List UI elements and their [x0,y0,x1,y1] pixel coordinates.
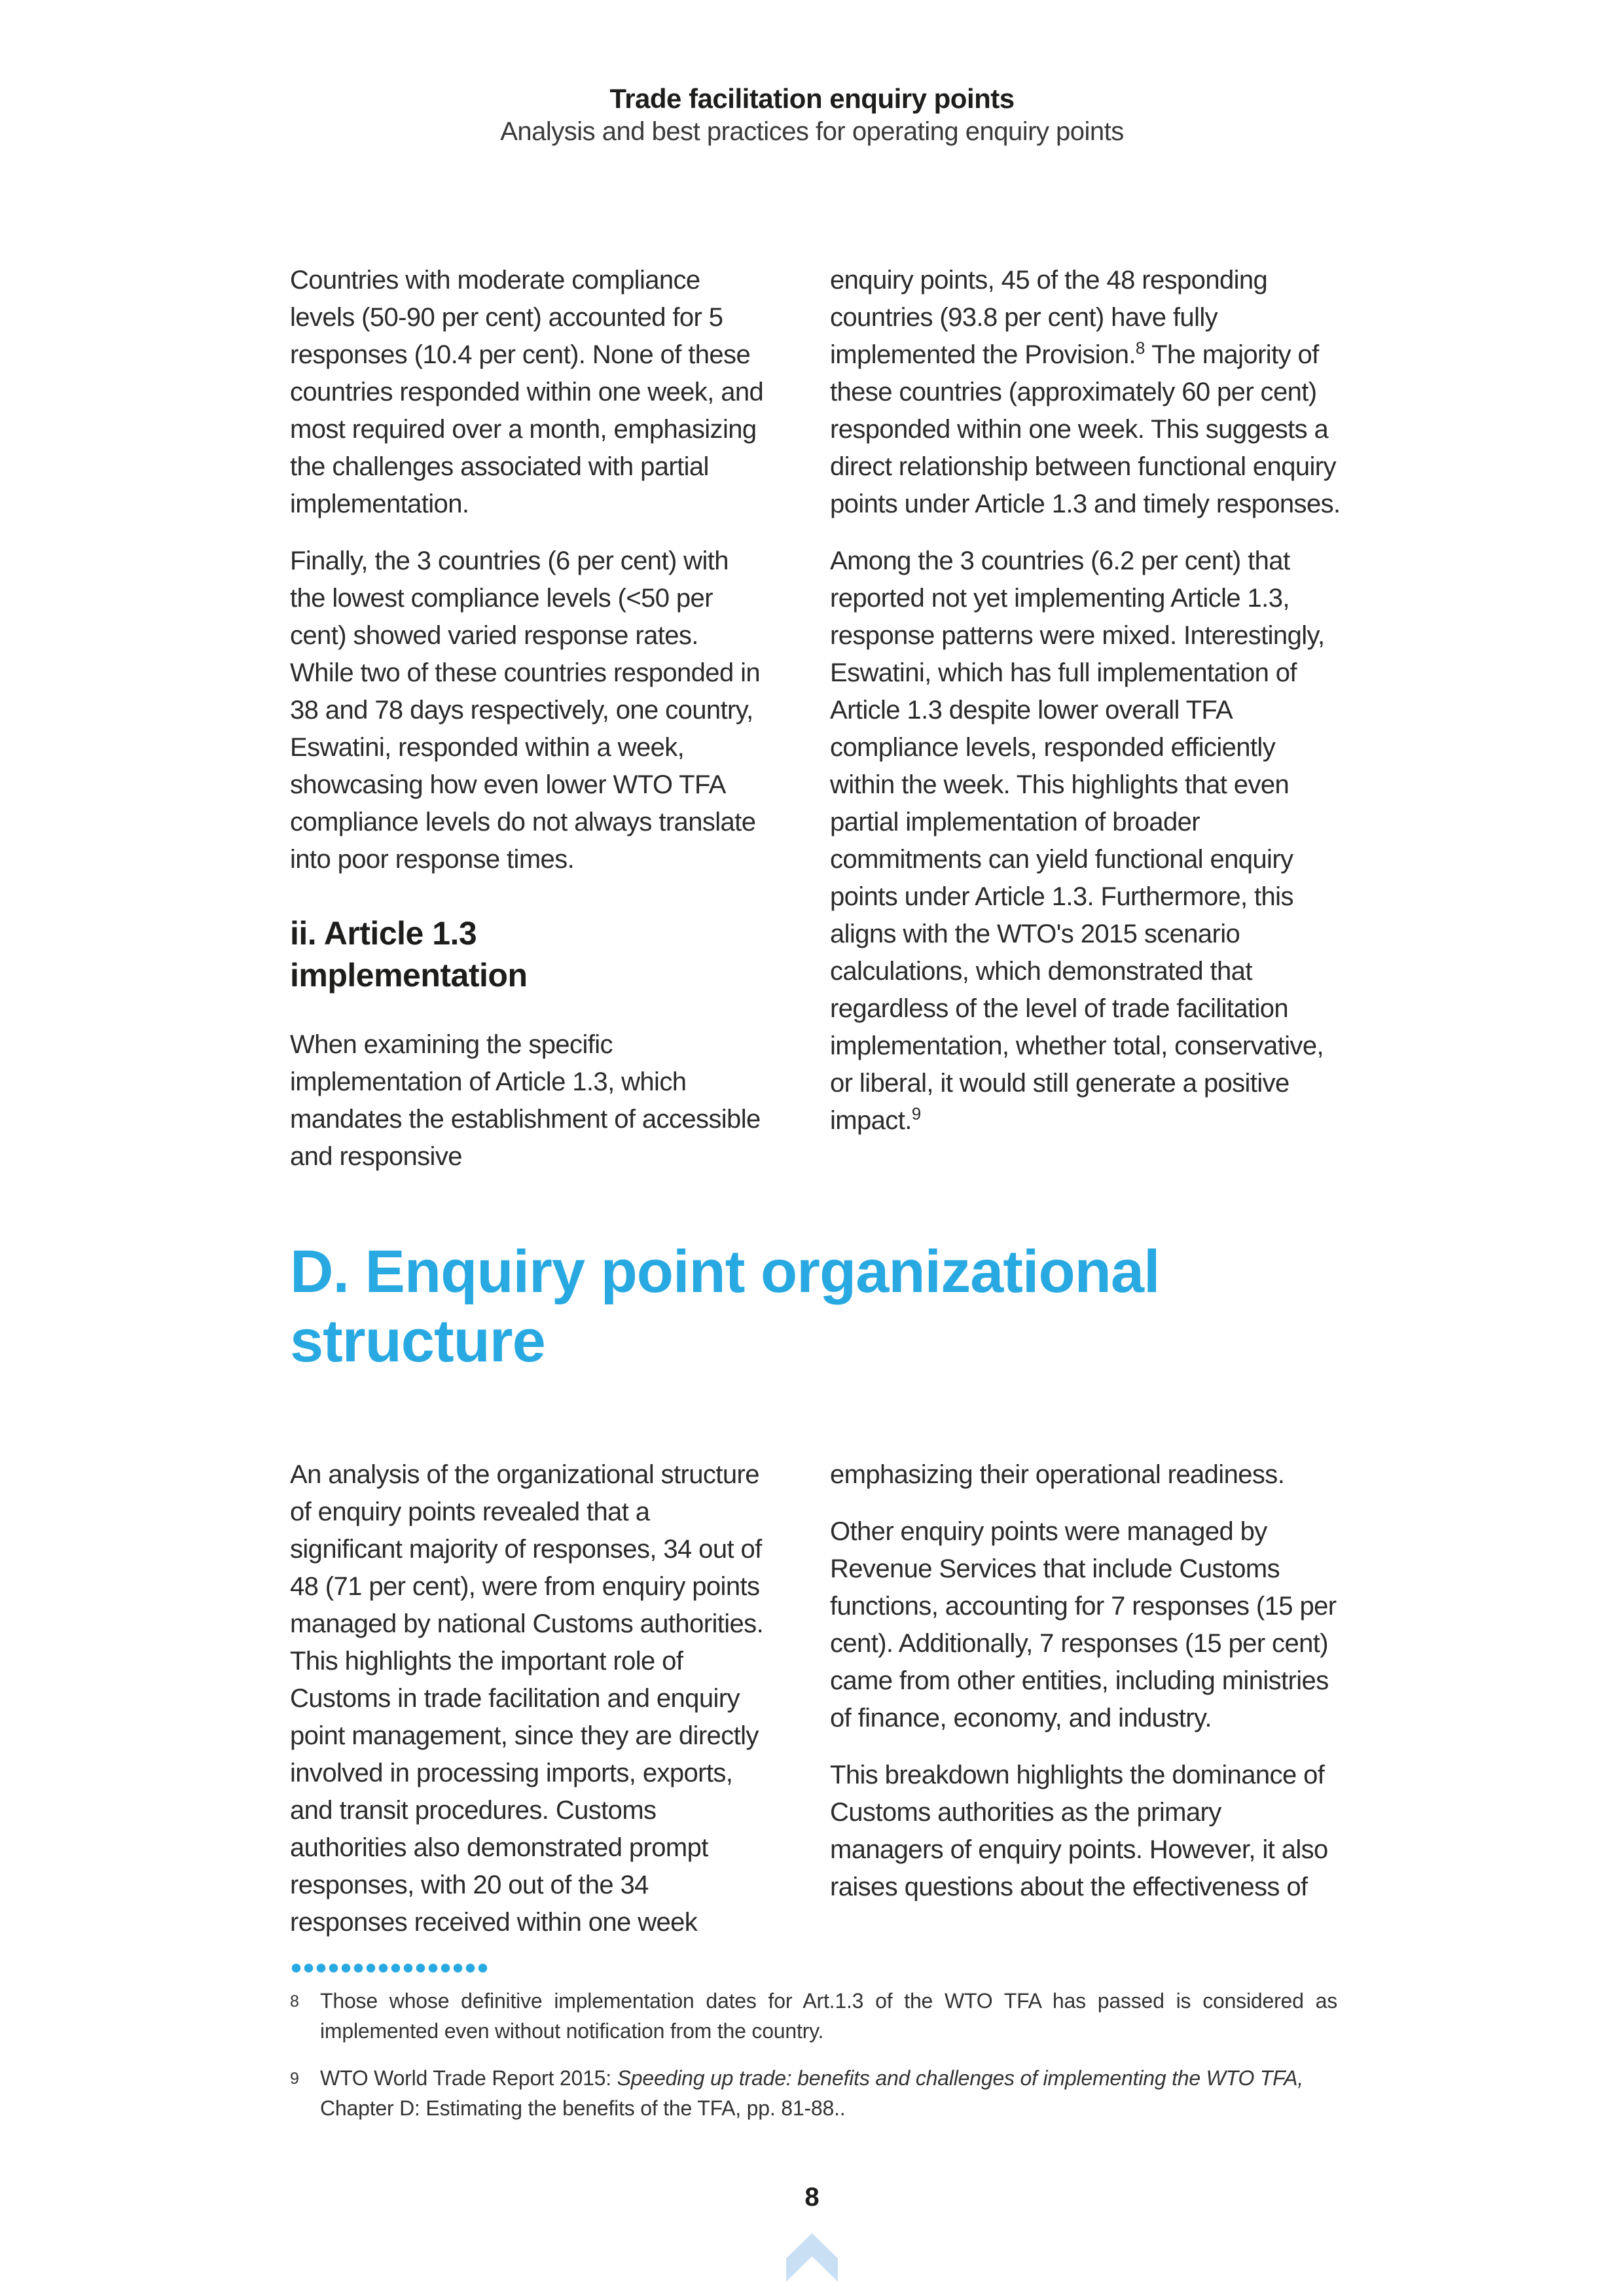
footnote-text-normal: WTO World Trade Report 2015: [320,2066,617,2090]
paragraph-text: The majority of these countries (approximately 60 per cent) responded within one week. This suggests a direct relationship between functional enquiry points under Article 1.3 and timely responses. [830,340,1341,518]
paragraph-text: enquiry points, 45 of the 48 responding countries (93.8 per cent) have fully implemented the Provision. [830,266,1268,369]
paragraph: When examining the specific implementation of Article 1.3, which mandates the establishment of accessible and responsive [290,1030,761,1171]
section-heading-line2: structure [290,1308,545,1374]
paragraph: emphasizing their operational readiness. [830,1460,1285,1489]
footnotes [290,1986,1337,2140]
top-right-column [830,262,1341,1159]
paragraph: An analysis of the organizational structure of enquiry points revealed that a significant majority of responses, 34 out of 48 (71 per cent), were from enquiry points managed by national Customs authorities. This highlights the important role of Customs in trade facilitation and enquiry point management, since they are directly involved in processing imports, exports, and transit procedures. Customs authorities also demonstrated prompt responses, with 20 out of the 34 responses received within one week [290,1460,764,1937]
subsection-heading-line2: implementation [290,957,528,994]
running-header [0,82,1624,148]
document-subtitle: Analysis and best practices for operating enquiry points [500,117,1124,146]
bottom-right-column [830,1456,1341,1926]
document-title: Trade facilitation enquiry points [609,83,1015,114]
page-number: 8 [804,2183,820,2212]
paragraph-text: Among the 3 countries (6.2 per cent) that reported not yet implementing Article 1.3, response patterns were mixed. Interestingly, Eswatini, which has full implementation of Article 1.3 despite lower overall TFA compliance levels, responded efficiently within the week. This highlights that even partial implementation of broader commitments can yield functional enquiry points under Article 1.3. Furthermore, this aligns with the WTO's 2015 scenario calculations, which demonstrated that regardless of the level of trade facilitation implementation, whether total, conservative, or liberal, it would still generate a positive impact. [830,547,1325,1135]
subsection-heading [290,912,768,996]
paragraph: This breakdown highlights the dominance of Customs authorities as the primary managers of enquiry points. However, it also raises questions about the effectiveness of [830,1761,1328,1901]
footnote-reference-9: 9 [911,1103,922,1124]
paragraph [830,543,1341,1139]
paragraph: Countries with moderate compliance levels (50-90 per cent) accounted for 5 responses (10.4 per cent). None of these countries responded within one week, and most required over a month, emphasizing the challenges associated with partial implementation. [290,266,764,518]
footnote-separator [290,1964,490,1973]
section-heading [290,1237,1350,1376]
top-left-column [290,262,768,1195]
subsection-heading-line1: ii. Article 1.3 [290,915,477,952]
footnote-9 [290,2063,1337,2123]
footnote-marker: 8 [290,1992,299,2011]
footnote-text: Those whose definitive implementation dates for Art.1.3 of the WTO TFA has passed is considered as implemented even without notification from the country. [320,1989,1337,2043]
section-heading-line1: D. Enquiry point organizational [290,1238,1160,1305]
footnote-text-italic: Speeding up trade: benefits and challenges of implementing the WTO TFA, [617,2066,1303,2090]
chevron-up-icon [786,2233,838,2282]
paragraph [830,262,1341,523]
footnote-reference-8: 8 [1135,338,1146,358]
paragraph: Other enquiry points were managed by Revenue Services that include Customs functions, accounting for 7 responses (15 per cent). Additionally, 7 responses (15 per cent) came from other entities, including ministries of finance, economy, and industry. [830,1517,1337,1732]
footnote-marker: 9 [290,2070,299,2088]
paragraph: Finally, the 3 countries (6 per cent) with the lowest compliance levels (<50 per cent) showed varied response rates. While two of these countries responded in 38 and 78 days respectively, one country, Eswatini, responded within a week, showcasing how even lower WTO TFA compliance levels do not always translate into poor response times. [290,547,761,874]
footnote-text [320,2063,1337,2123]
footnote-8 [290,1986,1337,2046]
bottom-left-column [290,1456,768,1961]
footnote-text-normal: Chapter D: Estimating the benefits of the TFA, pp. 81-88.. [320,2096,846,2120]
